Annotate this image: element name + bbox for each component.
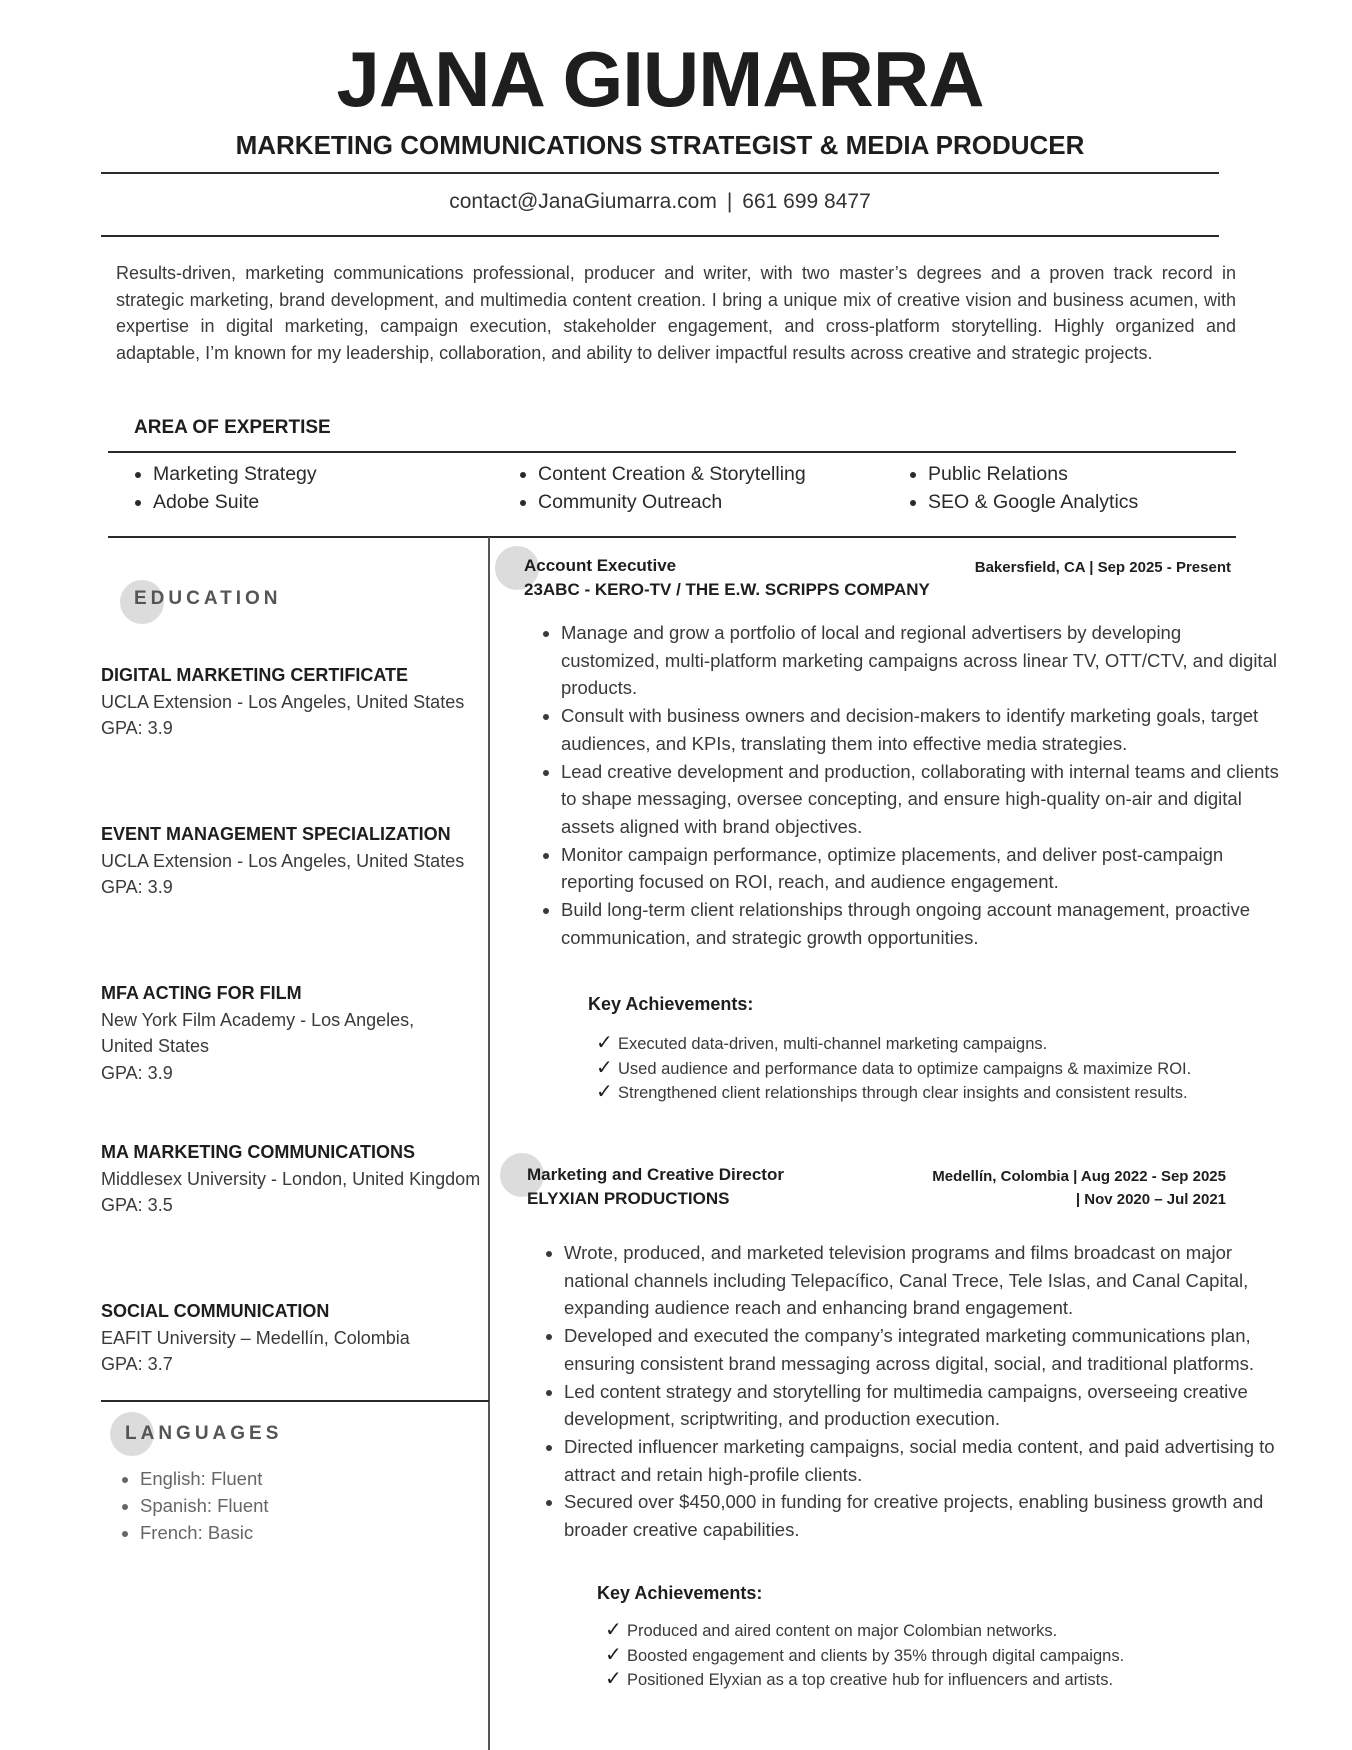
contact-line <box>0 190 1320 214</box>
gpa: GPA: 3.7 <box>101 1354 173 1374</box>
degree-title: MA MARKETING COMMUNICATIONS <box>101 1142 415 1162</box>
candidate-name: JANA GIUMARRA <box>336 35 984 123</box>
degree-title: DIGITAL MARKETING CERTIFICATE <box>101 665 408 685</box>
school-name: UCLA Extension - Los Angeles, United States <box>101 850 465 871</box>
education-entry <box>101 980 471 1086</box>
gpa: GPA: 3.9 <box>101 1062 173 1083</box>
phone-number: 661 699 8477 <box>742 190 871 213</box>
checkmark-icon: ✓ <box>605 1619 622 1641</box>
job-location-dates: Bakersfield, CA | Sep 2025 - Present <box>974 559 1231 576</box>
header-divider-bottom <box>101 235 1219 237</box>
job-location-dates: Medellín, Colombia | Aug 2022 - Sep 2025 <box>932 1168 1226 1185</box>
language-item: • English: Fluent <box>140 1465 269 1492</box>
job-responsibilities <box>529 1239 1286 1544</box>
column-divider <box>488 537 490 1750</box>
school-name: EAFIT University – Medellín, Colombia <box>101 1327 410 1348</box>
company-name: 23ABC - KERO-TV / THE E.W. SCRIPPS COMPANY <box>524 580 930 599</box>
expertise-heading: AREA OF EXPERTISE <box>134 417 331 438</box>
education-entry <box>101 821 491 901</box>
checkmark-icon: ✓ <box>596 1081 613 1103</box>
email-link[interactable]: contact@JanaGiumarra.com <box>449 190 717 213</box>
responsibility-item: • Led content strategy and storytelling for multimedia campaigns, overseeing creative development, scriptwriting, and production execution. <box>564 1378 1286 1433</box>
gpa: GPA: 3.5 <box>101 1195 173 1215</box>
responsibility-item: • Monitor campaign performance, optimize placements, and deliver post-campaign reporting focused on ROI, reach, and audience engagement. <box>561 841 1283 896</box>
job-title: Marketing and Creative Director <box>527 1165 784 1184</box>
header-divider-top <box>101 172 1219 174</box>
checkmark-icon: ✓ <box>605 1643 622 1666</box>
job-title: Account Executive <box>524 556 677 575</box>
checkmark-icon: ✓ <box>596 1032 613 1054</box>
professional-summary: Results-driven, marketing communications professional, producer and writer, with two master’s degrees and a proven track record in strategic marketing, brand development, and multimedia content creation. I bring a unique mix of creative vision and business acumen, with expertise in digital marketing, campaign execution, stakeholder engagement, and cross-platform storytelling. Highly organized and adaptable, I’m known for my leadership, collaboration, and ability to deliver impactful results across creative and strategic projects. <box>116 263 1236 363</box>
expertise-item: • Adobe Suite <box>153 488 317 516</box>
checkmark-icon: ✓ <box>605 1668 622 1690</box>
contact-separator: | <box>726 190 733 213</box>
responsibility-item: • Directed influencer marketing campaigns, social media content, and paid advertising to attract and retain high-profile clients. <box>564 1433 1286 1488</box>
expertise-divider-bottom <box>108 536 1236 538</box>
expertise-column-2 <box>518 460 806 516</box>
responsibility-item: • Developed and executed the company’s integrated marketing communications plan, ensuring consistent brand messaging across digital, social, and traditional platforms. <box>564 1322 1286 1377</box>
degree-title: MFA ACTING FOR FILM <box>101 983 302 1003</box>
education-entry <box>101 1139 481 1219</box>
education-divider <box>101 1400 489 1402</box>
education-heading: EDUCATION <box>134 588 282 609</box>
gpa: GPA: 3.9 <box>101 877 173 897</box>
responsibility-item: • Wrote, produced, and marketed television programs and films broadcast on major national channels including Telepacífico, Canal Trece, Tele Islas, and Canal Capital, expanding audience reach and enhancing brand engagement. <box>564 1239 1286 1322</box>
language-item: • French: Basic <box>140 1519 269 1546</box>
achievement-item: ✓ Produced and aired content on major Colombian networks. <box>605 1619 1058 1641</box>
degree-title: SOCIAL COMMUNICATION <box>101 1301 330 1321</box>
gpa: GPA: 3.9 <box>101 718 173 738</box>
job-dates-secondary: | Nov 2020 – Jul 2021 <box>1075 1191 1226 1208</box>
key-achievements-heading: Key Achievements: <box>588 994 754 1014</box>
degree-title: EVENT MANAGEMENT SPECIALIZATION <box>101 824 451 844</box>
achievement-item: ✓ Used audience and performance data to optimize campaigns & maximize ROI. <box>596 1056 1192 1079</box>
expertise-item: • Public Relations <box>928 460 1138 488</box>
expertise-item: • SEO & Google Analytics <box>928 488 1138 516</box>
languages-heading: LANGUAGES <box>125 1423 283 1444</box>
company-name: ELYXIAN PRODUCTIONS <box>527 1189 730 1208</box>
language-item: • Spanish: Fluent <box>140 1492 269 1519</box>
responsibility-item: • Secured over $450,000 in funding for creative projects, enabling business growth and broader creative capabilities. <box>564 1488 1286 1543</box>
responsibility-item: • Consult with business owners and decision-makers to identify marketing goals, target audiences, and KPIs, translating them into effective media strategies. <box>561 702 1283 757</box>
responsibility-item: • Build long-term client relationships through ongoing account management, proactive communication, and strategic growth opportunities. <box>561 896 1283 951</box>
achievement-item: ✓ Strengthened client relationships through clear insights and consistent results. <box>596 1081 1188 1103</box>
responsibility-item: • Manage and grow a portfolio of local and regional advertisers by developing customized, multi-platform marketing campaigns across linear TV, OTT/CTV, and digital products. <box>561 619 1283 702</box>
key-achievements-list <box>596 1032 1191 1106</box>
education-entry <box>101 1298 481 1378</box>
achievement-item: ✓ Executed data-driven, multi-channel marketing campaigns. <box>596 1032 1048 1054</box>
achievement-item: ✓ Positioned Elyxian as a top creative hub for influencers and artists. <box>605 1668 1114 1690</box>
job-headline: MARKETING COMMUNICATIONS STRATEGIST & MEDIA PRODUCER <box>235 130 1085 160</box>
expertise-item: • Community Outreach <box>538 488 806 516</box>
expertise-divider-top <box>108 451 1236 453</box>
expertise-item: • Marketing Strategy <box>153 460 317 488</box>
responsibility-item: • Lead creative development and production, collaborating with internal teams and clients to shape messaging, oversee concepting, and ensure high-quality on-air and digital assets aligned with brand objectives. <box>561 758 1283 841</box>
school-name: UCLA Extension - Los Angeles, United States <box>101 691 465 712</box>
key-achievements-heading: Key Achievements: <box>597 1583 763 1603</box>
expertise-column-3 <box>908 460 1138 516</box>
checkmark-icon: ✓ <box>596 1056 613 1079</box>
languages-list <box>118 1465 269 1546</box>
school-name: Middlesex University - London, United Kingdom <box>101 1168 481 1189</box>
key-achievements-list <box>605 1619 1124 1693</box>
education-entry <box>101 662 481 742</box>
job-responsibilities <box>526 619 1283 951</box>
school-name: New York Film Academy - Los Angeles, United States <box>101 1009 415 1056</box>
expertise-column-1 <box>133 460 317 516</box>
expertise-item: • Content Creation & Storytelling <box>538 460 806 488</box>
achievement-item: ✓ Boosted engagement and clients by 35% through digital campaigns. <box>605 1643 1125 1666</box>
